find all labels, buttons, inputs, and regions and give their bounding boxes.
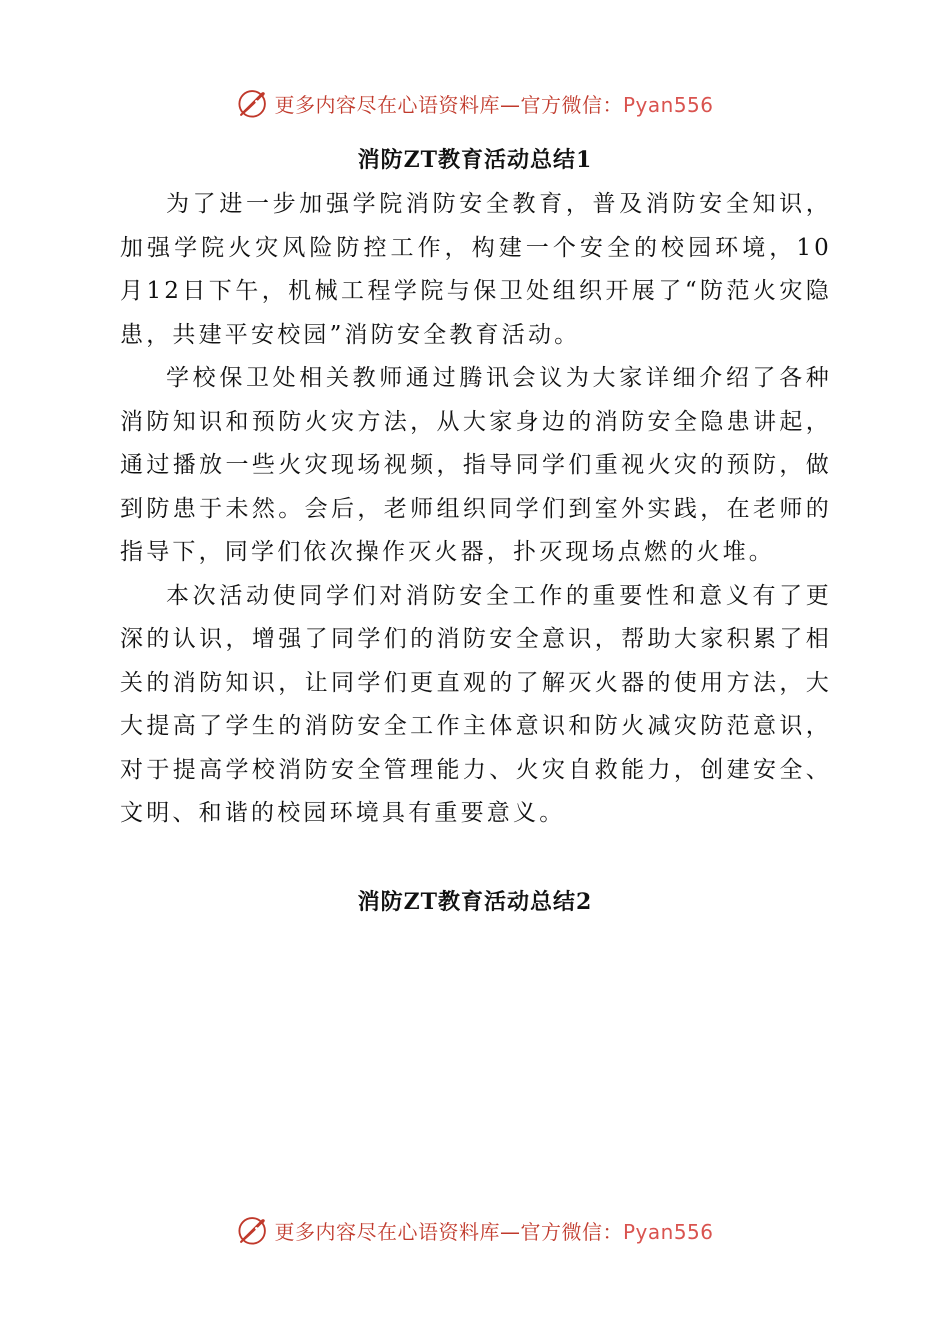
section-1-body [120,183,832,836]
paragraph-3: 本次活动使同学们对消防安全工作的重要性和意义有了更深的认识，增强了同学们的消防安全意识，帮助大家积累了相关的消防知识，让同学们更直观的了解灭火器的使用方法，大大提高了学生的消防安全工作主体意识和防火减灾防范意识，对于提高学校消防安全管理能力、火灾自救能力，创建安全、文明、和谐的校园环境具有重要意义。 [120,582,832,826]
pen-nib-logo-icon [236,86,270,120]
paragraph-2: 学校保卫处相关教师通过腾讯会议为大家详细介绍了各种消防知识和预防火灾方法，从大家身边的消防安全隐患讲起，通过播放一些火灾现场视频，指导同学们重视火灾的预防，做到防患于未然。会后，老师组织同学们到室外实践，在老师的指导下，同学们依次操作灭火器，扑灭现场点燃的火堆。 [120,365,832,565]
wechat-handle: Pyan556 [622,92,714,117]
pen-nib-logo-icon [236,1213,270,1247]
watermark-text: 更多内容尽在心语资料库—官方微信：Pyan556 [274,1219,714,1244]
header-watermark-banner [0,85,950,121]
footer-watermark-banner [0,1212,950,1248]
section-1-title: 消防ZT教育活动总结1 [357,147,593,173]
section-2-title: 消防ZT教育活动总结2 [357,889,593,915]
watermark-text: 更多内容尽在心语资料库—官方微信：Pyan556 [274,92,714,117]
paragraph-1: 为了进一步加强学院消防安全教育，普及消防安全知识，加强学院火灾风险防控工作，构建一个安全的校园环境，10月12日下午，机械工程学院与保卫处组织开展了“防范火灾隐患，共建平安校园”消防安全教育活动。 [120,191,832,348]
wechat-handle: Pyan556 [622,1219,714,1244]
